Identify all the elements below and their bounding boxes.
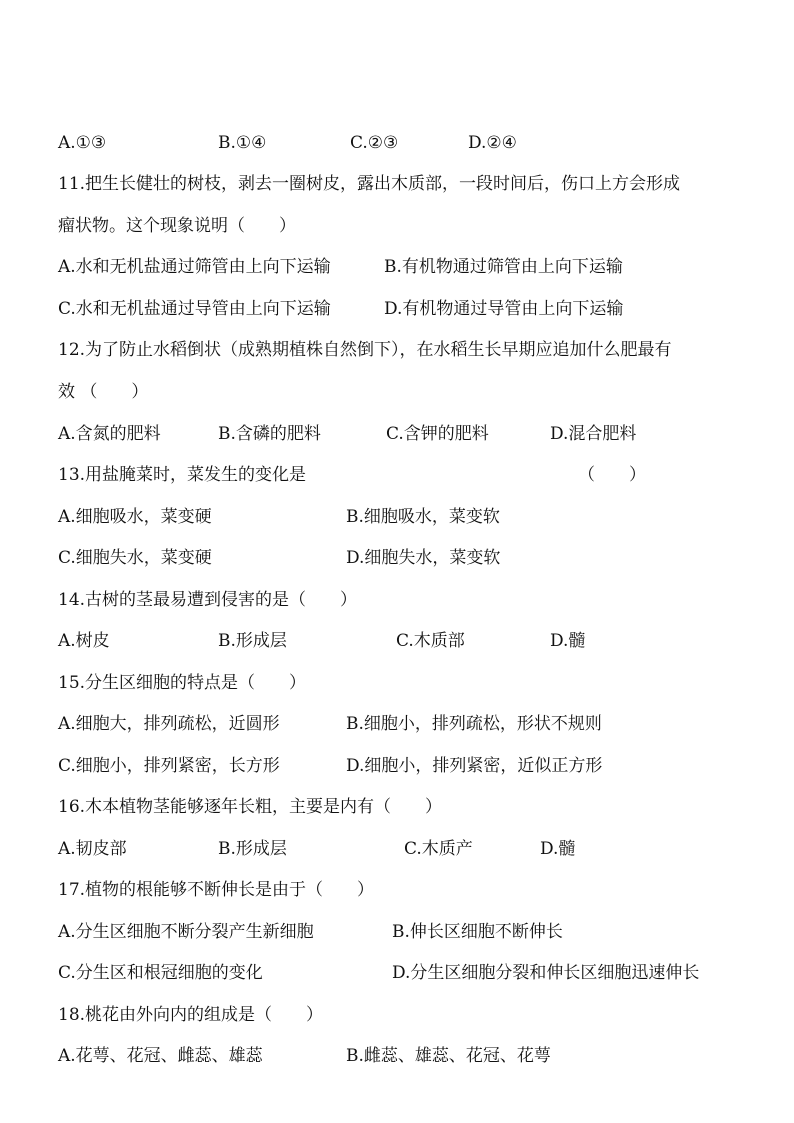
option-c: C.分生区和根冠细胞的变化 xyxy=(58,963,263,983)
answer-blank: （ ） xyxy=(578,465,646,485)
option-a: A.细胞大，排列疏松，近圆形 xyxy=(58,714,280,734)
q14-stem: 14.古树的茎最易遭到侵害的是（ ） xyxy=(58,590,358,610)
option-c: C.细胞失水，菜变硬 xyxy=(58,548,212,568)
option-a: A.水和无机盐通过筛管由上向下运输 xyxy=(58,257,331,277)
option-a: A.韧皮部 xyxy=(58,839,127,859)
option-b: B.含磷的肥料 xyxy=(218,424,321,444)
option-c: C.水和无机盐通过导管由上向下运输 xyxy=(58,299,331,319)
option-b: B.细胞吸水，菜变软 xyxy=(346,507,500,527)
option-d: D.有机物通过导管由上向下运输 xyxy=(384,299,624,319)
option-d: D.髓 xyxy=(540,839,576,859)
option-b: B.形成层 xyxy=(218,839,287,859)
q11-stem-line2: 瘤状物。这个现象说明（ ） xyxy=(58,216,296,236)
option-c: C.含钾的肥料 xyxy=(386,424,489,444)
option-c: C.木质部 xyxy=(396,631,465,651)
q15-stem: 15.分生区细胞的特点是（ ） xyxy=(58,673,307,693)
option-b: B.形成层 xyxy=(218,631,287,651)
option-d: D.②④ xyxy=(468,133,517,153)
option-b: B.①④ xyxy=(218,133,267,153)
option-c: C.②③ xyxy=(350,133,399,153)
option-c: C.细胞小，排列紧密，长方形 xyxy=(58,756,280,776)
q12-stem-line2: 效 （ ） xyxy=(58,382,149,402)
option-a: A.细胞吸水，菜变硬 xyxy=(58,507,212,527)
q13-stem: 13.用盐腌菜时，菜发生的变化是 xyxy=(58,465,307,485)
option-a: A.①③ xyxy=(58,133,107,153)
option-a: A.分生区细胞不断分裂产生新细胞 xyxy=(58,922,314,942)
q12-stem-line1: 12.为了防止水稻倒状（成熟期植株自然倒下），在水稻生长早期应追加什么肥最有 xyxy=(58,340,672,360)
q17-stem: 17.植物的根能够不断伸长是由于（ ） xyxy=(58,880,375,900)
q16-stem: 16.木本植物茎能够逐年长粗，主要是内有（ ） xyxy=(58,797,443,817)
option-d: D.分生区细胞分裂和伸长区细胞迅速伸长 xyxy=(392,963,700,983)
option-d: D.细胞失水，菜变软 xyxy=(346,548,501,568)
option-b: B.伸长区细胞不断伸长 xyxy=(392,922,563,942)
option-c: C.木质产 xyxy=(404,839,473,859)
option-a: A.树皮 xyxy=(58,631,110,651)
option-d: D.混合肥料 xyxy=(550,424,637,444)
q11-stem-line1: 11.把生长健壮的树枝，剥去一圈树皮，露出木质部，一段时间后，伤口上方会形成 xyxy=(58,174,681,194)
q18-stem: 18.桃花由外向内的组成是（ ） xyxy=(58,1005,324,1025)
option-a: A.花萼、花冠、雌蕊、雄蕊 xyxy=(58,1046,263,1066)
option-b: B.细胞小，排列疏松，形状不规则 xyxy=(346,714,602,734)
option-b: B.雌蕊、雄蕊、花冠、花萼 xyxy=(346,1046,551,1066)
option-a: A.含氮的肥料 xyxy=(58,424,161,444)
option-b: B.有机物通过筛管由上向下运输 xyxy=(384,257,623,277)
option-d: D.髓 xyxy=(550,631,586,651)
option-d: D.细胞小，排列紧密，近似正方形 xyxy=(346,756,603,776)
